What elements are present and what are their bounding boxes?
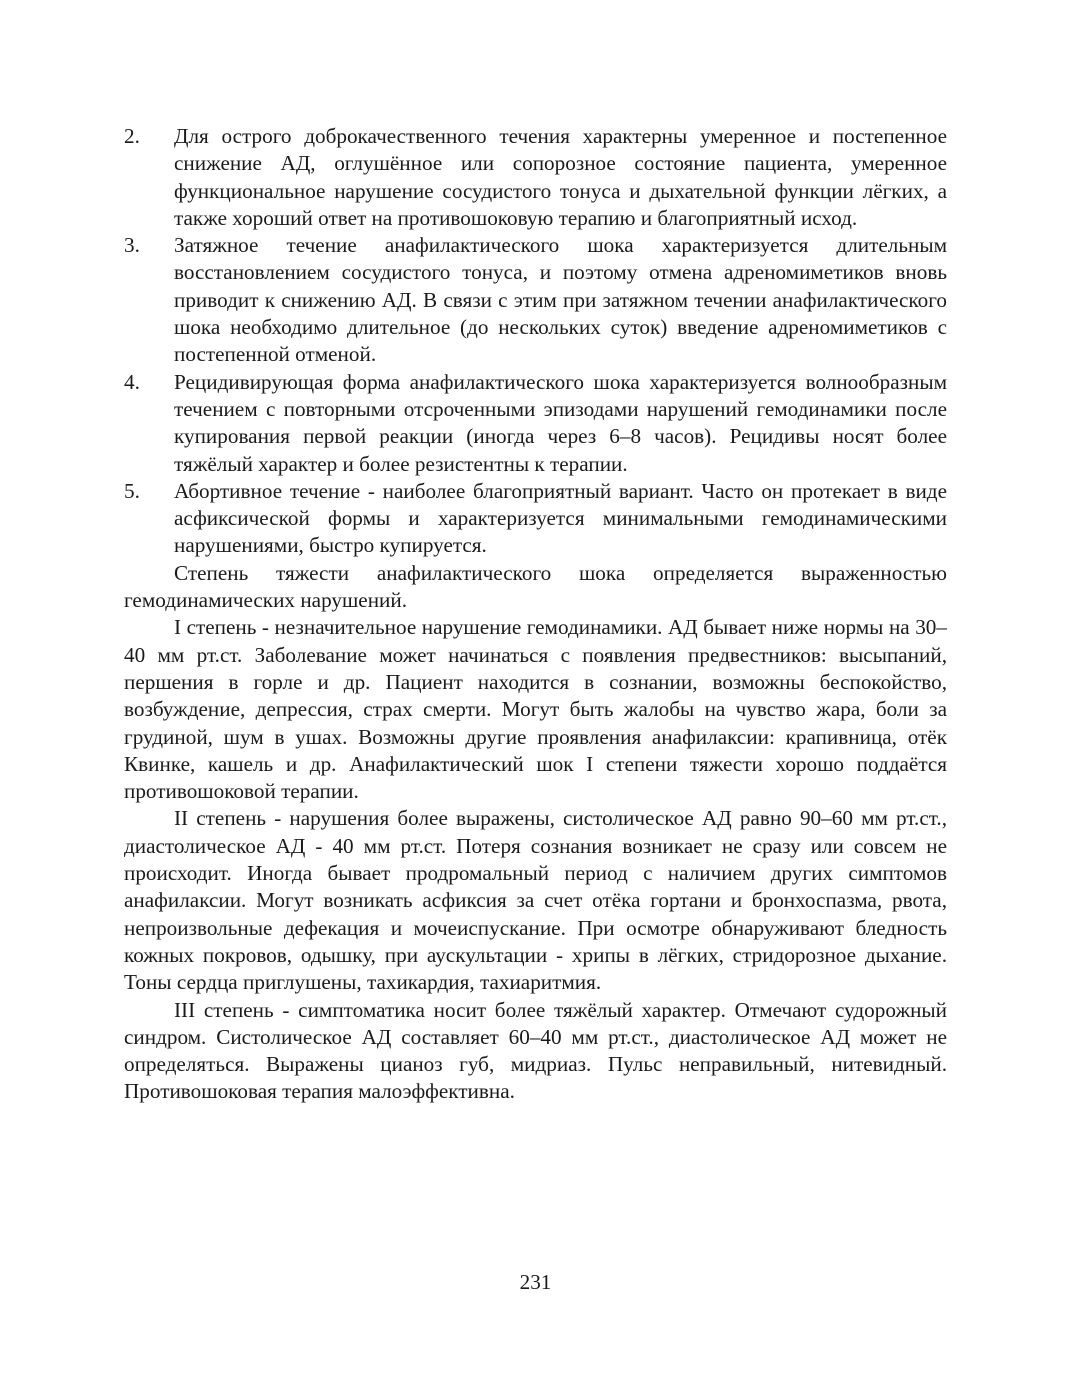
paragraph-severity-3: III степень - симптоматика носит более тяжёлый характер. Отмечают судорожный синдром. Систолическое АД составляет 60–40 мм рт.ст., диастолическое АД может не определяться. Выражены цианоз губ, мидриаз. Пульс неправильный, нитевидный. Противошоковая терапия малоэффективна. <box>124 997 947 1104</box>
page-body <box>124 123 947 1106</box>
list-item-text: Рецидивирующая форма анафилактического шока характеризуется волнообразным течением с повторными отсроченными эпизодами нарушений гемодинамики после купирования первой реакции (иногда через 6–8 часов). Рецидивы носят более тяжёлый характер и более резистентны к терапии. <box>174 369 947 476</box>
paragraph-severity-2: II степень - нарушения более выражены, систолическое АД равно 90–60 мм рт.ст., диастолическое АД - 40 мм рт.ст. Потеря сознания возникает не сразу или совсем не происходит. Иногда бывает продромальный период с наличием других симптомов анафилаксии. Могут возникать асфиксия за счет отёка гортани и бронхоспазма, рвота, непроизвольные дефекация и мочеиспускание. При осмотре обнаруживают бледность кожных покровов, одышку, при аускультации - хрипы в лёгких, стридорозное дыхание. Тоны сердца приглушены, тахикардия, тахиаритмия. <box>124 806 947 995</box>
list-item-number: 2. <box>124 124 140 148</box>
list-item-text: Для острого доброкачественного течения характерны умеренное и постепенное снижение АД, оглушённое или сопорозное состояние пациента, умеренное функциональное нарушение сосудистого тонуса и дыхательной функции лёгких, а также хороший ответ на противошоковую терапию и благоприятный исход. <box>174 124 947 230</box>
list-item <box>124 123 947 232</box>
list-item <box>124 232 947 368</box>
list-item-text: Затяжное течение анафилактического шока характеризуется длительным восстановлением сосудистого тонуса, и поэтому отмена адреномиметиков вновь приводит к снижению АД. В связи с этим при затяжном течении анафилактического шока необходимо длительное (до нескольких суток) введение адреномиметиков с постепенной отменой. <box>174 233 947 367</box>
paragraph-severity-intro: Степень тяжести анафилактического шока определяется выраженностью гемодинамических нарушений. <box>124 560 947 613</box>
list-item <box>124 478 947 560</box>
list-item-number: 5. <box>124 478 140 503</box>
list-item-number: 4. <box>124 369 140 394</box>
list-item-text: Абортивное течение - наиболее благоприятный вариант. Часто он протекает в виде асфиксической формы и характеризуется минимальными гемодинамическими нарушениями, быстро купируется. <box>174 478 947 558</box>
list-item <box>124 369 947 478</box>
page-number: 231 <box>519 1270 552 1294</box>
list-item-number: 3. <box>124 233 140 258</box>
paragraph-severity-1: I степень - незначительное нарушение гемодинамики. АД бывает ниже нормы на 30–40 мм рт.ст. Заболевание может начинаться с появления предвестников: высыпаний, першения в горле и др. Пациент находится в сознании, возможны беспокойство, возбуждение, депрессия, страх смерти. Могут быть жалобы на чувство жара, боли за грудиной, шум в ушах. Возможны другие проявления анафилаксии: крапивница, отёк Квинке, кашель и др. Анафилактический шок I степени тяжести хорошо поддаётся противошоковой терапии. <box>124 615 947 804</box>
